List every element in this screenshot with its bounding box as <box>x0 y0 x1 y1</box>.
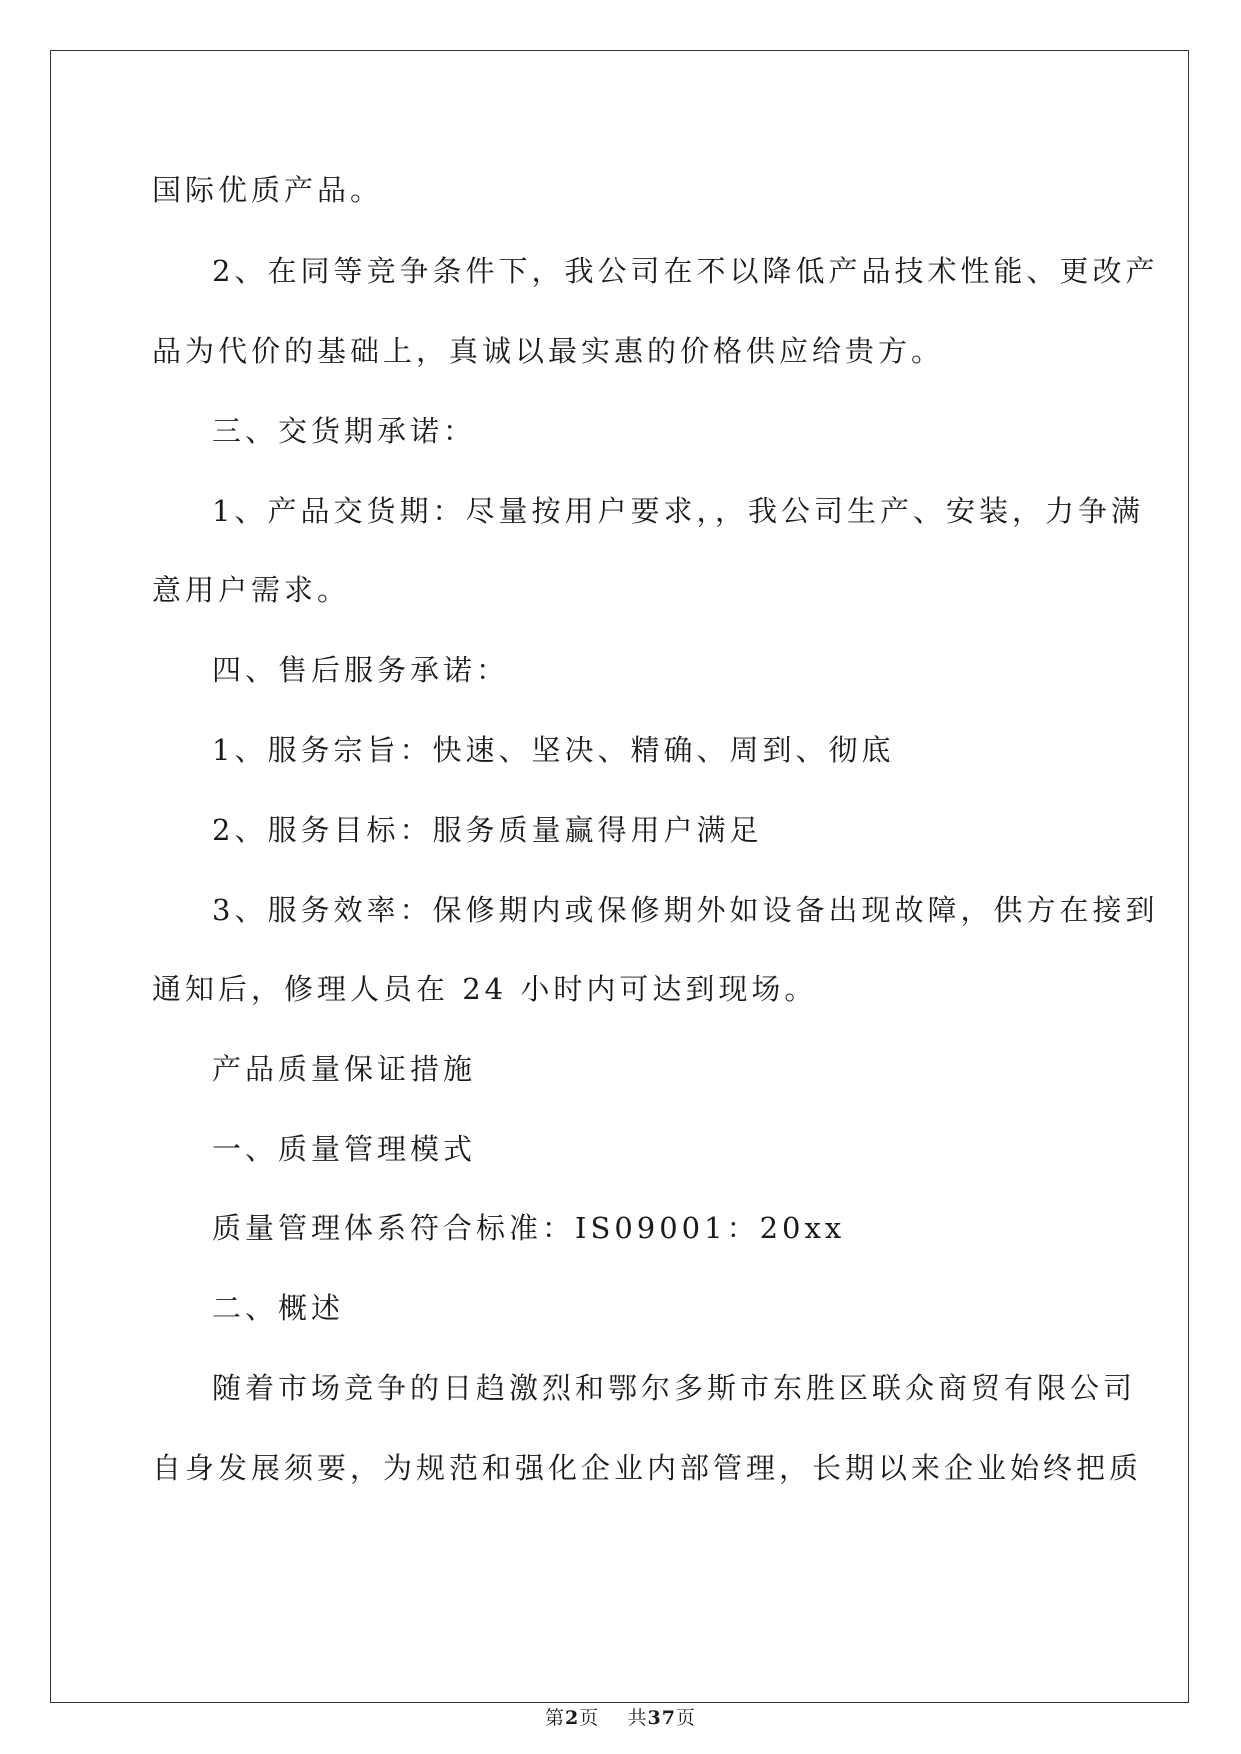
text-line: 三、交货期承诺： <box>212 414 477 448</box>
footer-prefix: 第 <box>545 1707 566 1729</box>
text-line: 四、售后服务承诺： <box>212 653 510 687</box>
text-line: 品为代价的基础上，真诚以最实惠的价格供应给贵方。 <box>152 334 945 368</box>
page-footer <box>0 1705 1241 1731</box>
footer-page-suffix: 页 <box>579 1707 600 1729</box>
text-line: 自身发展须要，为规范和强化企业内部管理，长期以来企业始终把质 <box>152 1451 1143 1485</box>
text-line: 随着市场竞争的日趋激烈和鄂尔多斯市东胜区联众商贸有限公司 <box>212 1371 1137 1405</box>
section-heading: 产品质量保证措施 <box>212 1052 477 1086</box>
page-number: 2 <box>565 1707 580 1729</box>
text-line: 通知后，修理人员在 24 小时内可达到现场。 <box>152 972 818 1006</box>
text-line: 一、质量管理模式 <box>212 1132 477 1166</box>
footer-total-suffix: 页 <box>675 1707 696 1729</box>
text-line: 1、服务宗旨：快速、坚决、精确、周到、彻底 <box>212 733 895 767</box>
text-line: 国际优质产品。 <box>152 173 384 207</box>
text-line: 质量管理体系符合标准：IS09001：20xx <box>212 1211 846 1245</box>
text-line: 2、服务目标：服务质量赢得用户满足 <box>212 813 763 847</box>
text-line: 3、服务效率：保修期内或保修期外如设备出现故障，供方在接到 <box>212 893 1159 927</box>
total-pages: 37 <box>647 1707 676 1729</box>
text-line: 1、产品交货期：尽量按用户要求，，我公司生产、安装，力争满 <box>212 494 1144 528</box>
text-line: 二、概述 <box>212 1291 345 1325</box>
text-line: 意用户需求。 <box>152 573 351 607</box>
footer-total-prefix: 共 <box>627 1707 648 1729</box>
text-line: 2、在同等竞争条件下，我公司在不以降低产品技术性能、更改产 <box>212 254 1159 288</box>
